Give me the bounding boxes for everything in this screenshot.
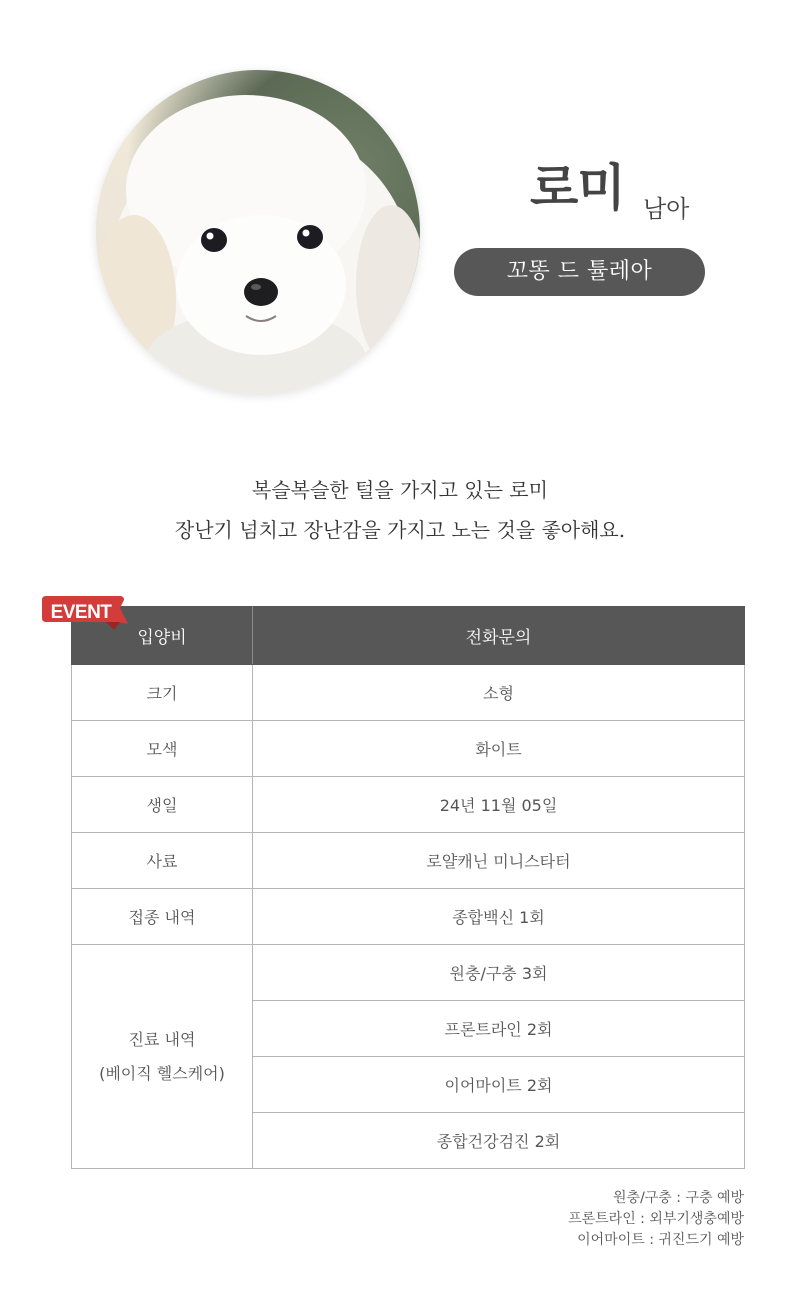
row-label-size: 크기	[72, 665, 253, 721]
description-line-2: 장난기 넘치고 장난감을 가지고 노는 것을 좋아해요.	[174, 518, 626, 542]
puppy-photo	[96, 70, 420, 394]
note-line: 원충/구충 : 구충 예방	[613, 1190, 744, 1206]
event-badge: EVENT	[50, 602, 112, 623]
row-label-birthday: 생일	[72, 777, 253, 833]
row-value-color: 화이트	[253, 721, 745, 777]
table-row	[72, 945, 745, 1001]
note-line: 이어마이트 : 귀진드기 예방	[577, 1232, 744, 1248]
adoption-fee-label: 입양비	[72, 607, 253, 665]
table-row	[72, 721, 745, 777]
puppy-icon	[96, 70, 420, 394]
row-label-color: 모색	[72, 721, 253, 777]
row-value-size: 소형	[253, 665, 745, 721]
description-line-1: 복슬복슬한 털을 가지고 있는 로미	[252, 478, 548, 502]
care-label-line-2: (베이직 헬스케어)	[99, 1063, 225, 1083]
pet-description	[0, 470, 800, 550]
table-row	[72, 777, 745, 833]
adoption-fee-value: 전화문의	[253, 607, 745, 665]
note-line: 프론트라인 : 외부기생충예방	[568, 1211, 744, 1227]
pet-info-table	[71, 606, 745, 1169]
row-label-care	[72, 945, 253, 1169]
table-row	[72, 889, 745, 945]
care-notes	[568, 1188, 744, 1251]
row-value-birthday: 24년 11월 05일	[253, 777, 745, 833]
table-header-row	[72, 607, 745, 665]
care-item: 종합건강검진 2회	[253, 1113, 745, 1169]
table-row	[72, 833, 745, 889]
row-label-food: 사료	[72, 833, 253, 889]
care-item: 이어마이트 2회	[253, 1057, 745, 1113]
pet-gender: 남아	[643, 195, 690, 223]
row-label-vaccination: 접종 내역	[72, 889, 253, 945]
table-row	[72, 665, 745, 721]
care-item: 원충/구충 3회	[253, 945, 745, 1001]
breed-badge: 꼬똥 드 튤레아	[454, 248, 705, 296]
row-value-food: 로얄캐닌 미니스타터	[253, 833, 745, 889]
pet-name: 로미	[530, 159, 625, 217]
care-item: 프론트라인 2회	[253, 1001, 745, 1057]
care-label-line-1: 진료 내역	[128, 1029, 196, 1049]
row-value-vaccination: 종합백신 1회	[253, 889, 745, 945]
